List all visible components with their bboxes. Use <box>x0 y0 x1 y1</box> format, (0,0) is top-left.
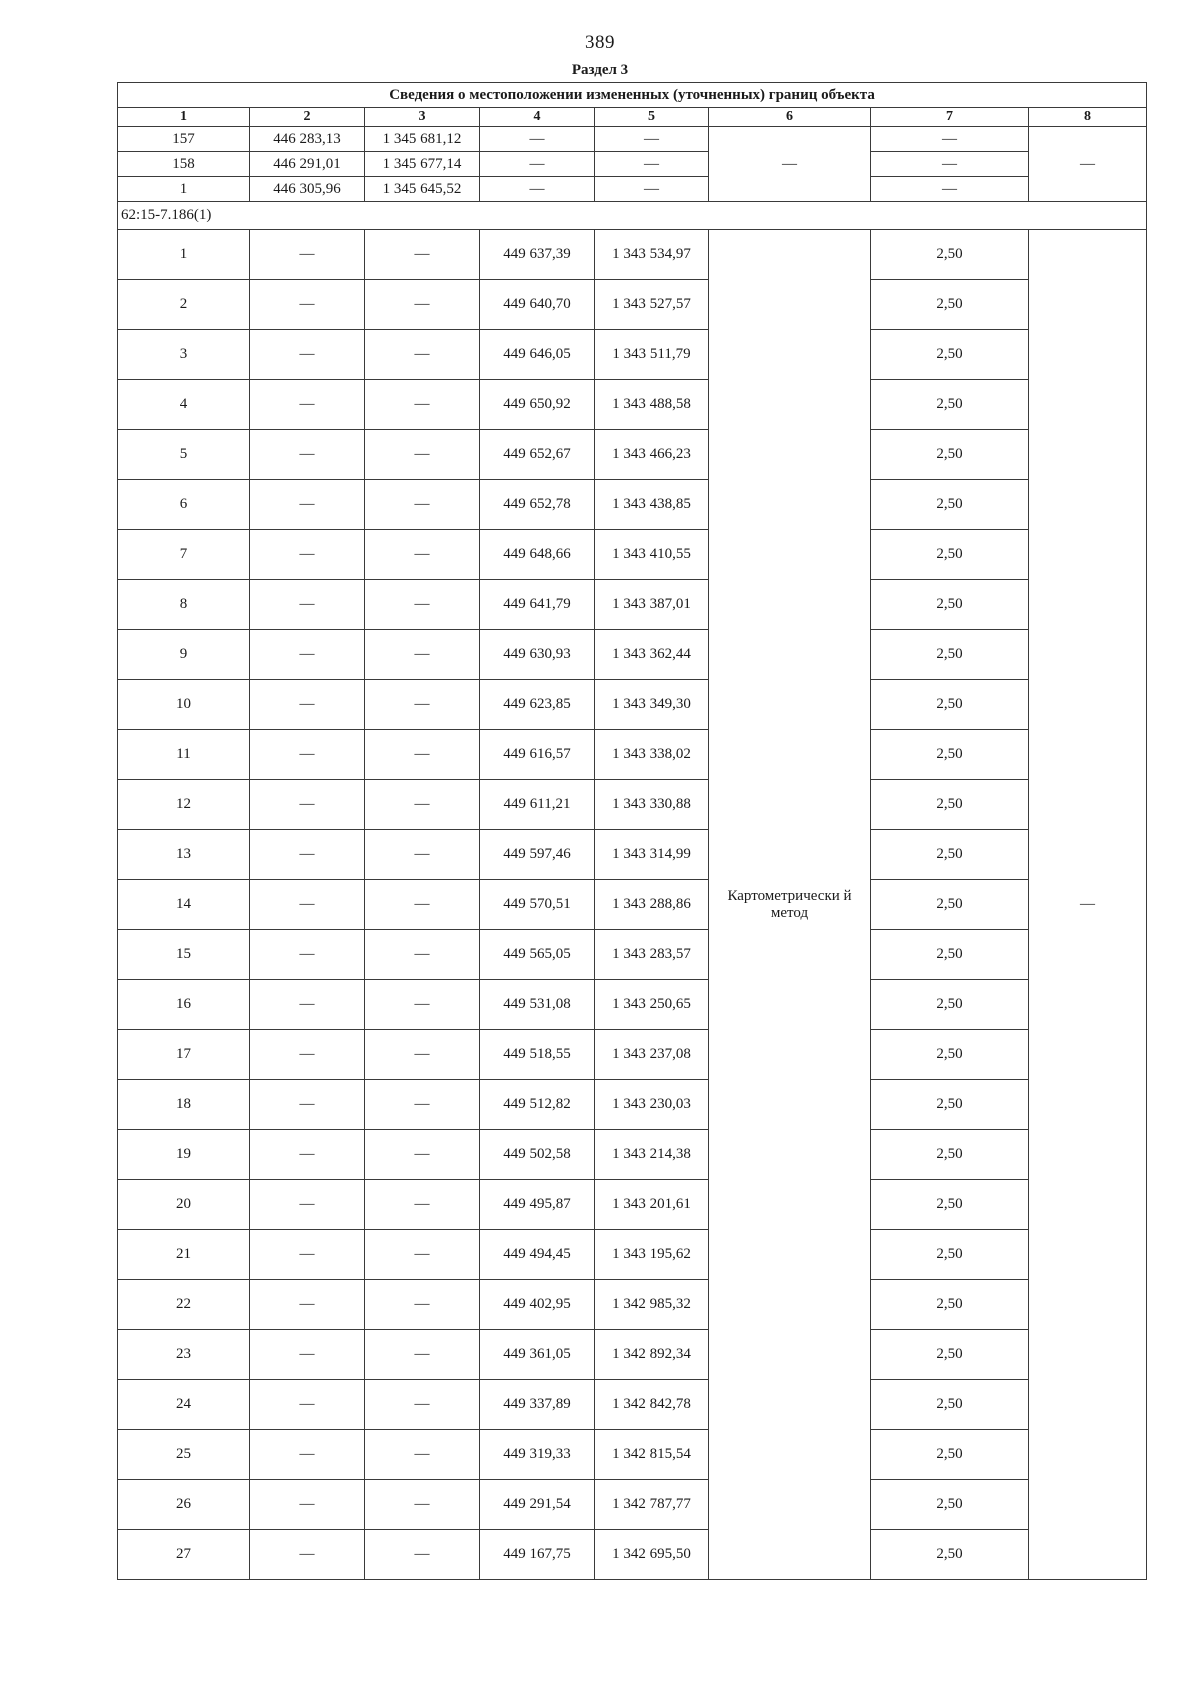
old-y-coordinate: — <box>365 780 480 830</box>
old-y-coordinate: — <box>365 230 480 280</box>
new-y-coordinate: 1 343 195,62 <box>595 1230 709 1280</box>
new-x-coordinate: 449 611,21 <box>480 780 595 830</box>
new-x-coordinate: 449 518,55 <box>480 1030 595 1080</box>
column-number: 7 <box>871 108 1029 127</box>
object-label-row <box>118 202 1147 230</box>
column-number: 1 <box>118 108 250 127</box>
table-body <box>118 83 1147 1580</box>
precision-value: — <box>871 127 1029 152</box>
point-number: 19 <box>118 1130 250 1180</box>
precision-value: 2,50 <box>871 480 1029 530</box>
old-y-coordinate: — <box>365 630 480 680</box>
new-y-coordinate: 1 343 349,30 <box>595 680 709 730</box>
old-y-coordinate: 1 345 645,52 <box>365 177 480 202</box>
new-x-coordinate: 449 637,39 <box>480 230 595 280</box>
old-y-coordinate: — <box>365 1230 480 1280</box>
point-number: 14 <box>118 880 250 930</box>
new-y-coordinate: 1 343 387,01 <box>595 580 709 630</box>
old-x-coordinate: — <box>250 1330 365 1380</box>
old-x-coordinate: — <box>250 880 365 930</box>
precision-value: 2,50 <box>871 830 1029 880</box>
old-y-coordinate: — <box>365 580 480 630</box>
point-number: 22 <box>118 1280 250 1330</box>
table-row <box>118 1430 1147 1480</box>
old-x-coordinate: — <box>250 1480 365 1530</box>
section-title: Раздел 3 <box>571 62 629 78</box>
old-x-coordinate: 446 305,96 <box>250 177 365 202</box>
new-x-coordinate: 449 616,57 <box>480 730 595 780</box>
new-y-coordinate: 1 343 250,65 <box>595 980 709 1030</box>
new-y-coordinate: 1 343 362,44 <box>595 630 709 680</box>
new-x-coordinate: 449 402,95 <box>480 1280 595 1330</box>
old-y-coordinate: — <box>365 930 480 980</box>
point-number: 15 <box>118 930 250 980</box>
point-number: 3 <box>118 330 250 380</box>
table-row <box>118 680 1147 730</box>
old-x-coordinate: — <box>250 1230 365 1280</box>
point-number: 7 <box>118 530 250 580</box>
new-x-coordinate: 449 512,82 <box>480 1080 595 1130</box>
new-x-coordinate: — <box>480 177 595 202</box>
old-y-coordinate: — <box>365 1030 480 1080</box>
new-x-coordinate: 449 650,92 <box>480 380 595 430</box>
table-row <box>118 1180 1147 1230</box>
new-y-coordinate: 1 343 466,23 <box>595 430 709 480</box>
precision-value: 2,50 <box>871 1430 1029 1480</box>
table-row <box>118 330 1147 380</box>
old-x-coordinate: — <box>250 1080 365 1130</box>
new-y-coordinate: 1 343 527,57 <box>595 280 709 330</box>
new-y-coordinate: 1 343 511,79 <box>595 330 709 380</box>
point-number: 6 <box>118 480 250 530</box>
old-y-coordinate: — <box>365 430 480 480</box>
table-row <box>118 830 1147 880</box>
point-number: 16 <box>118 980 250 1030</box>
point-number: 20 <box>118 1180 250 1230</box>
precision-value: 2,50 <box>871 1530 1029 1580</box>
new-x-coordinate: 449 337,89 <box>480 1380 595 1430</box>
new-x-coordinate: 449 167,75 <box>480 1530 595 1580</box>
column-number: 5 <box>595 108 709 127</box>
old-y-coordinate: — <box>365 1330 480 1380</box>
new-x-coordinate: 449 502,58 <box>480 1130 595 1180</box>
table-row <box>118 1330 1147 1380</box>
table-row <box>118 1480 1147 1530</box>
table-row <box>118 630 1147 680</box>
new-x-coordinate: 449 623,85 <box>480 680 595 730</box>
point-number: 23 <box>118 1330 250 1380</box>
old-x-coordinate: — <box>250 280 365 330</box>
new-y-coordinate: 1 343 534,97 <box>595 230 709 280</box>
point-number: 27 <box>118 1530 250 1580</box>
precision-value: 2,50 <box>871 1480 1029 1530</box>
point-number: 158 <box>118 152 250 177</box>
precision-value: 2,50 <box>871 280 1029 330</box>
table-row <box>118 280 1147 330</box>
old-y-coordinate: — <box>365 1180 480 1230</box>
table-row <box>118 530 1147 580</box>
old-x-coordinate: — <box>250 230 365 280</box>
old-y-coordinate: — <box>365 1080 480 1130</box>
old-x-coordinate: — <box>250 1430 365 1480</box>
new-x-coordinate: 449 646,05 <box>480 330 595 380</box>
description-cell: — <box>1029 230 1147 1580</box>
old-y-coordinate: — <box>365 880 480 930</box>
precision-value: 2,50 <box>871 780 1029 830</box>
point-number: 8 <box>118 580 250 630</box>
point-number: 17 <box>118 1030 250 1080</box>
new-x-coordinate: — <box>480 127 595 152</box>
old-y-coordinate: — <box>365 530 480 580</box>
table-caption: Сведения о местоположении измененных (уточненных) границ объекта <box>118 83 1147 108</box>
point-number: 13 <box>118 830 250 880</box>
precision-value: 2,50 <box>871 1130 1029 1180</box>
old-y-coordinate: — <box>365 1130 480 1180</box>
old-x-coordinate: — <box>250 530 365 580</box>
old-x-coordinate: — <box>250 330 365 380</box>
point-number: 26 <box>118 1480 250 1530</box>
old-x-coordinate: 446 291,01 <box>250 152 365 177</box>
new-y-coordinate: 1 343 438,85 <box>595 480 709 530</box>
table-row <box>118 730 1147 780</box>
old-y-coordinate: — <box>365 330 480 380</box>
table-row <box>118 880 1147 930</box>
old-x-coordinate: — <box>250 1030 365 1080</box>
point-number: 12 <box>118 780 250 830</box>
old-y-coordinate: 1 345 677,14 <box>365 152 480 177</box>
new-y-coordinate: 1 343 330,88 <box>595 780 709 830</box>
old-x-coordinate: — <box>250 730 365 780</box>
precision-value: 2,50 <box>871 1030 1029 1080</box>
new-y-coordinate: — <box>595 177 709 202</box>
table-row <box>118 1130 1147 1180</box>
old-x-coordinate: — <box>250 380 365 430</box>
new-x-coordinate: 449 597,46 <box>480 830 595 880</box>
new-y-coordinate: 1 343 488,58 <box>595 380 709 430</box>
table-row <box>118 127 1147 152</box>
new-y-coordinate: 1 343 201,61 <box>595 1180 709 1230</box>
precision-value: 2,50 <box>871 1280 1029 1330</box>
old-x-coordinate: — <box>250 930 365 980</box>
precision-value: 2,50 <box>871 430 1029 480</box>
old-y-coordinate: 1 345 681,12 <box>365 127 480 152</box>
old-y-coordinate: — <box>365 280 480 330</box>
column-number: 3 <box>365 108 480 127</box>
old-x-coordinate: — <box>250 1380 365 1430</box>
new-x-coordinate: 449 495,87 <box>480 1180 595 1230</box>
table-row <box>118 230 1147 280</box>
table-row <box>118 580 1147 630</box>
table-row <box>118 380 1147 430</box>
new-x-coordinate: 449 652,78 <box>480 480 595 530</box>
point-number: 5 <box>118 430 250 480</box>
method-cell: Картометрически й метод <box>709 230 871 1580</box>
old-y-coordinate: — <box>365 1430 480 1480</box>
table-row <box>118 1280 1147 1330</box>
method-cell-top: — <box>709 127 871 202</box>
new-y-coordinate: 1 342 842,78 <box>595 1380 709 1430</box>
new-y-coordinate: 1 343 288,86 <box>595 880 709 930</box>
point-number: 11 <box>118 730 250 780</box>
page-number: 389 <box>585 32 615 53</box>
precision-value: 2,50 <box>871 380 1029 430</box>
precision-value: 2,50 <box>871 1330 1029 1380</box>
new-y-coordinate: 1 342 815,54 <box>595 1430 709 1480</box>
new-x-coordinate: 449 640,70 <box>480 280 595 330</box>
table-row <box>118 930 1147 980</box>
precision-value: 2,50 <box>871 1230 1029 1280</box>
precision-value: 2,50 <box>871 1080 1029 1130</box>
table-row <box>118 480 1147 530</box>
old-y-coordinate: — <box>365 1280 480 1330</box>
new-x-coordinate: 449 641,79 <box>480 580 595 630</box>
old-x-coordinate: — <box>250 1180 365 1230</box>
new-y-coordinate: 1 343 338,02 <box>595 730 709 780</box>
new-y-coordinate: 1 343 410,55 <box>595 530 709 580</box>
new-x-coordinate: 449 319,33 <box>480 1430 595 1480</box>
new-y-coordinate: 1 343 214,38 <box>595 1130 709 1180</box>
precision-value: 2,50 <box>871 880 1029 930</box>
table-row <box>118 1380 1147 1430</box>
precision-value: 2,50 <box>871 680 1029 730</box>
point-number: 4 <box>118 380 250 430</box>
precision-value: 2,50 <box>871 630 1029 680</box>
table-row <box>118 177 1147 202</box>
old-x-coordinate: — <box>250 630 365 680</box>
new-y-coordinate: 1 343 230,03 <box>595 1080 709 1130</box>
old-y-coordinate: — <box>365 480 480 530</box>
precision-value: 2,50 <box>871 930 1029 980</box>
point-number: 24 <box>118 1380 250 1430</box>
precision-value: — <box>871 177 1029 202</box>
table-row <box>118 1230 1147 1280</box>
point-number: 1 <box>118 230 250 280</box>
new-y-coordinate: 1 342 985,32 <box>595 1280 709 1330</box>
point-number: 25 <box>118 1430 250 1480</box>
description-cell-top: — <box>1029 127 1147 202</box>
old-y-coordinate: — <box>365 830 480 880</box>
precision-value: 2,50 <box>871 980 1029 1030</box>
table-row <box>118 1030 1147 1080</box>
table-row <box>118 152 1147 177</box>
new-x-coordinate: 449 570,51 <box>480 880 595 930</box>
old-y-coordinate: — <box>365 680 480 730</box>
old-x-coordinate: — <box>250 680 365 730</box>
precision-value: 2,50 <box>871 230 1029 280</box>
table-caption-row <box>118 83 1147 108</box>
new-y-coordinate: 1 342 787,77 <box>595 1480 709 1530</box>
old-x-coordinate: — <box>250 980 365 1030</box>
point-number: 18 <box>118 1080 250 1130</box>
boundary-coordinates-table <box>117 82 1147 1580</box>
new-x-coordinate: 449 652,67 <box>480 430 595 480</box>
old-x-coordinate: — <box>250 480 365 530</box>
table-row <box>118 980 1147 1030</box>
column-number: 4 <box>480 108 595 127</box>
new-x-coordinate: — <box>480 152 595 177</box>
column-number: 6 <box>709 108 871 127</box>
precision-value: 2,50 <box>871 530 1029 580</box>
new-y-coordinate: 1 342 695,50 <box>595 1530 709 1580</box>
old-x-coordinate: 446 283,13 <box>250 127 365 152</box>
new-x-coordinate: 449 648,66 <box>480 530 595 580</box>
point-number: 10 <box>118 680 250 730</box>
column-number-row <box>118 108 1147 127</box>
precision-value: 2,50 <box>871 1380 1029 1430</box>
table-row <box>118 1080 1147 1130</box>
new-y-coordinate: 1 342 892,34 <box>595 1330 709 1380</box>
new-y-coordinate: 1 343 283,57 <box>595 930 709 980</box>
old-x-coordinate: — <box>250 1280 365 1330</box>
precision-value: 2,50 <box>871 580 1029 630</box>
new-x-coordinate: 449 361,05 <box>480 1330 595 1380</box>
new-y-coordinate: 1 343 237,08 <box>595 1030 709 1080</box>
new-y-coordinate: 1 343 314,99 <box>595 830 709 880</box>
new-x-coordinate: 449 291,54 <box>480 1480 595 1530</box>
object-label: 62:15-7.186(1) <box>118 202 1147 230</box>
point-number: 21 <box>118 1230 250 1280</box>
new-x-coordinate: 449 565,05 <box>480 930 595 980</box>
old-x-coordinate: — <box>250 1530 365 1580</box>
old-x-coordinate: — <box>250 780 365 830</box>
old-y-coordinate: — <box>365 730 480 780</box>
precision-value: 2,50 <box>871 730 1029 780</box>
new-y-coordinate: — <box>595 152 709 177</box>
column-number: 8 <box>1029 108 1147 127</box>
new-y-coordinate: — <box>595 127 709 152</box>
old-y-coordinate: — <box>365 1530 480 1580</box>
old-x-coordinate: — <box>250 1130 365 1180</box>
point-number: 1 <box>118 177 250 202</box>
old-y-coordinate: — <box>365 1380 480 1430</box>
old-y-coordinate: — <box>365 380 480 430</box>
table-row <box>118 430 1147 480</box>
old-y-coordinate: — <box>365 1480 480 1530</box>
point-number: 157 <box>118 127 250 152</box>
old-x-coordinate: — <box>250 830 365 880</box>
old-y-coordinate: — <box>365 980 480 1030</box>
precision-value: — <box>871 152 1029 177</box>
precision-value: 2,50 <box>871 330 1029 380</box>
point-number: 9 <box>118 630 250 680</box>
point-number: 2 <box>118 280 250 330</box>
new-x-coordinate: 449 531,08 <box>480 980 595 1030</box>
precision-value: 2,50 <box>871 1180 1029 1230</box>
new-x-coordinate: 449 494,45 <box>480 1230 595 1280</box>
old-x-coordinate: — <box>250 580 365 630</box>
new-x-coordinate: 449 630,93 <box>480 630 595 680</box>
old-x-coordinate: — <box>250 430 365 480</box>
table-row <box>118 1530 1147 1580</box>
table-row <box>118 780 1147 830</box>
column-number: 2 <box>250 108 365 127</box>
